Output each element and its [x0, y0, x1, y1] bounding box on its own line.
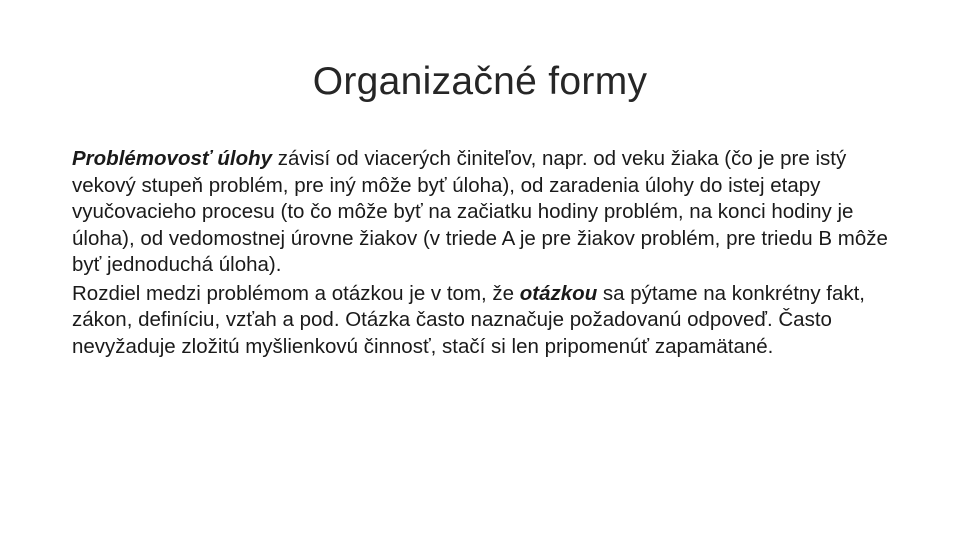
- term-problemovost-ulohy: Problémovosť úlohy: [72, 147, 273, 170]
- paragraph-problemovost: [72, 146, 902, 279]
- slide-title: Organizačné formy: [312, 60, 648, 103]
- paragraph-text-after: sa pýtame na konkrétny fakt, zákon, definíciu, vzťah a pod. Otázka často naznačuje požadovanú odpoveď. Často nevyžaduje zložitú myšlienkovú činnosť, stačí si len pripomenúť zapamätané.: [72, 281, 866, 358]
- term-otazkou: otázkou: [519, 281, 598, 305]
- paragraph-text: závisí od viacerých činiteľov, napr. od veku žiaka (čo je pre istý vekový stupeň problém, pre iný môže byť úloha), od zaradenia úlohy do istej etapy vyučovacieho procesu (to čo môže byť na začiatku hodiny problém, na konci hodiny je úloha), od vedomostnej úrovne žiakov (v triede A je pre žiakov problém, pre triedu B môže byť jednoduchá úloha).: [72, 147, 888, 276]
- paragraph-rozdiel: [72, 281, 902, 361]
- slide-body: [72, 146, 902, 362]
- paragraph-text-before: Rozdiel medzi problémom a otázkou je v tom, že: [72, 281, 520, 305]
